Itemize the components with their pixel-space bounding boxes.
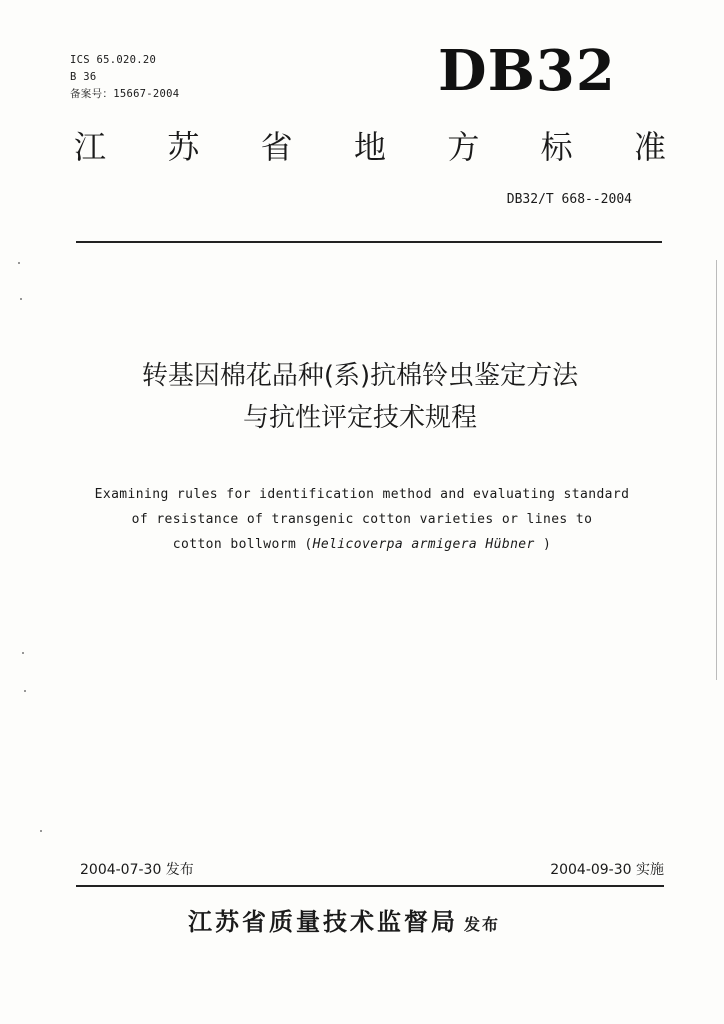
province-title-char: 准 — [633, 128, 666, 166]
english-title-line-2: of resistance of transgenic cotton varieties or lines to — [131, 512, 593, 527]
footer-divider — [76, 885, 664, 887]
scan-speck — [40, 830, 42, 832]
chinese-title-line-2: 与抗性评定技术规程 — [242, 403, 477, 433]
issuer-block — [188, 904, 500, 940]
province-title-char: 苏 — [167, 128, 200, 166]
province-title-char: 江 — [74, 128, 107, 166]
scan-speck — [22, 652, 24, 654]
province-title-char: 地 — [353, 128, 386, 166]
ccs-code: B 36 — [70, 71, 97, 83]
implementation-date: 2004-09-30 实施 — [550, 862, 664, 878]
standard-number: DB32/T 668--2004 — [506, 192, 632, 207]
province-title-char: 省 — [260, 128, 293, 166]
province-title-char: 标 — [540, 128, 573, 166]
header-divider — [76, 241, 662, 243]
filing-number: 备案号：15667-2004 — [70, 88, 180, 100]
english-title-prefix: cotton bollworm ( — [172, 537, 313, 552]
scan-speck — [20, 298, 22, 300]
province-title-char: 方 — [447, 128, 480, 166]
province-standard-title — [74, 125, 666, 169]
scan-edge-line — [716, 260, 717, 680]
english-title-line-1: Examining rules for identification method and evaluating standard — [94, 487, 630, 502]
chinese-title-line-1: 转基因棉花品种(系)抗棉铃虫鉴定方法 — [141, 361, 579, 391]
english-title-line-3 — [60, 532, 664, 557]
issue-date: 2004-07-30 发布 — [80, 862, 194, 878]
issuing-authority: 江苏省质量技术监督局 — [188, 907, 458, 936]
species-name: Helicoverpa armigera Hübner — [312, 537, 535, 552]
english-title-suffix: ) — [534, 537, 552, 552]
db32-logo: DB32 — [438, 38, 616, 104]
scan-speck — [18, 262, 20, 264]
issue-action: 发布 — [464, 915, 501, 934]
ics-code: ICS 65.020.20 — [70, 54, 157, 66]
scan-speck — [24, 690, 26, 692]
